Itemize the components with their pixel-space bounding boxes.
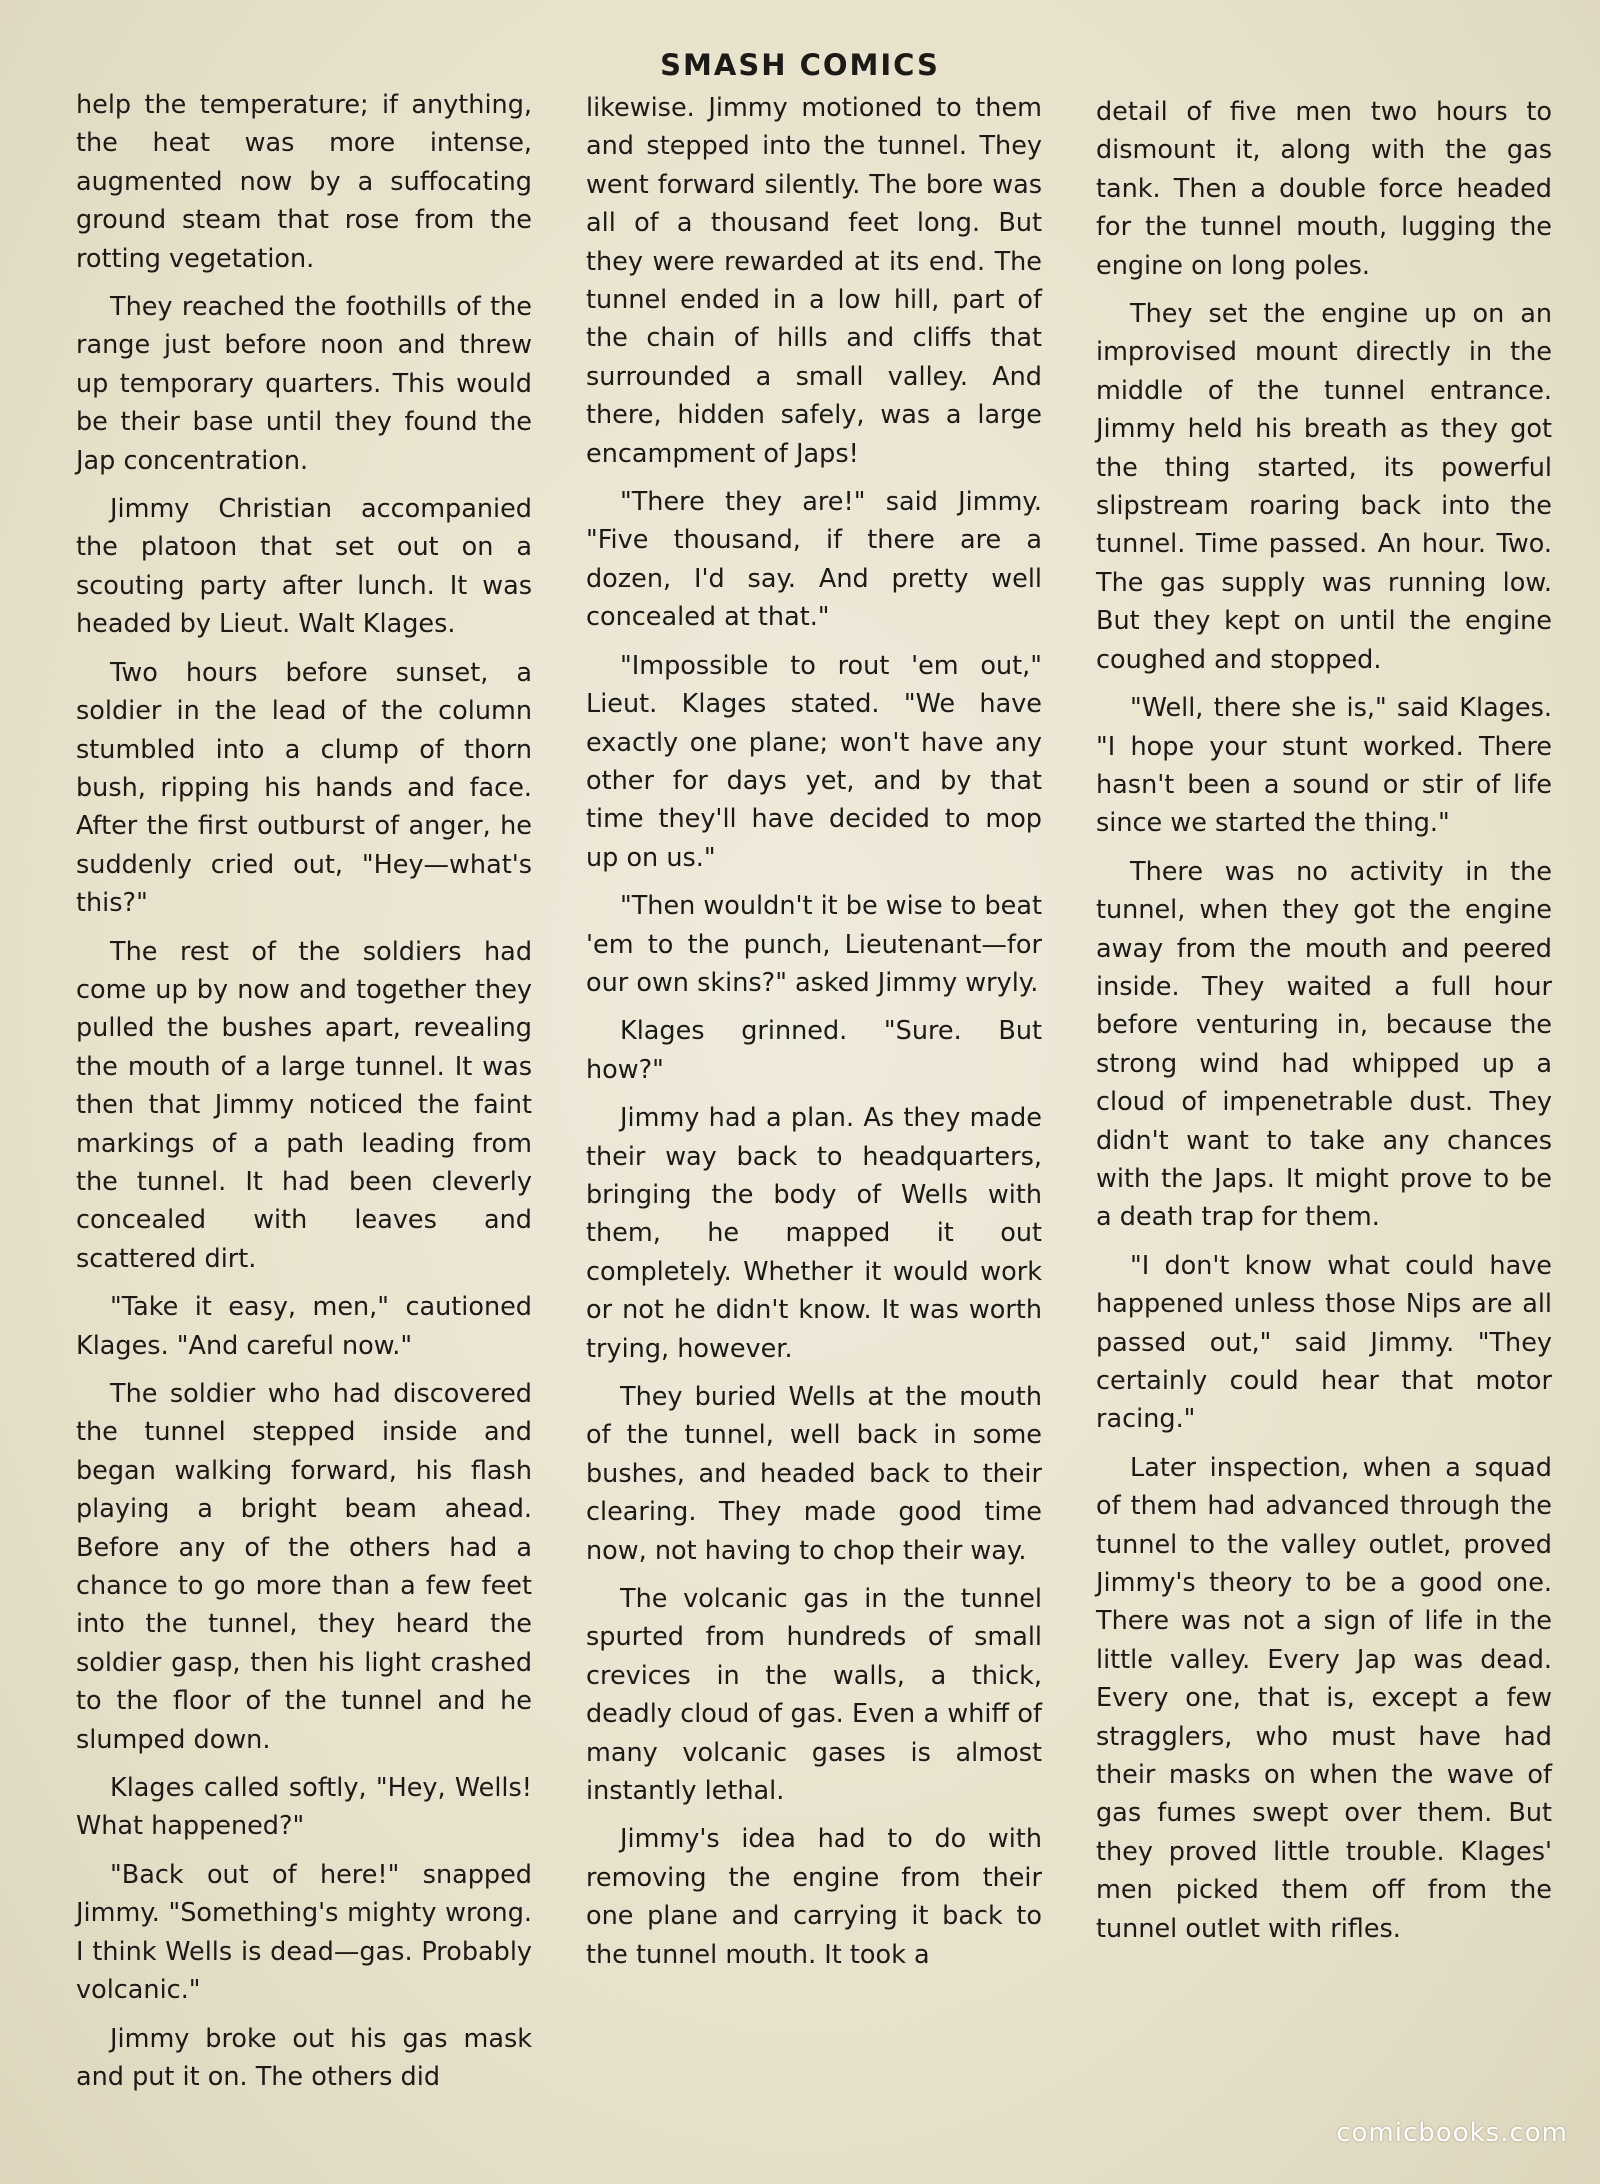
paragraph: Two hours before sunset, a soldier in the lead of the column stumbled into a clump of thorn bush, ripping his hands and face. After the first outburst of anger, he suddenly cried out, "Hey—what's this?": [76, 657, 532, 919]
paragraph: They buried Wells at the mouth of the tunnel, well back in some bushes, and headed back to their clearing. They made good time now, not having to chop their way.: [586, 1382, 1042, 1566]
paragraph: "Back out of here!" snapped Jimmy. "Something's mighty wrong. I think Wells is dead—gas. Probably volcanic.": [76, 1859, 532, 2006]
paragraph: Jimmy had a plan. As they made their way back to headquarters, bringing the body of Wells with them, he mapped it out completely. Whether it would work or not he didn't know. It was worth trying, however.: [586, 1103, 1042, 1364]
paragraph: They set the engine up on an improvised mount directly in the middle of the tunnel entrance. Jimmy held his breath as they got the thing started, its powerful slipstream roaring back into the tunnel. Time passed. An hour. Two. The gas supply was running low. But they kept on until the engine coughed and stopped.: [1096, 299, 1552, 675]
paragraph: The soldier who had discovered the tunnel stepped inside and began walking forward, his flash playing a bright beam ahead. Before any of the others had a chance to go more than a few feet into the tunnel, they heard the soldier gasp, then his light crashed to the floor of the tunnel and he slumped down.: [76, 1379, 532, 1755]
paragraph: Jimmy Christian accompanied the platoon that set out on a scouting party after lunch. It was headed by Lieut. Walt Klages.: [76, 494, 532, 640]
paragraph: There was no activity in the tunnel, when they got the engine away from the mouth and peered inside. They waited a full hour before venturing in, because the strong wind had whipped up a cloud of impenetrable dust. They didn't want to take any chances with the Japs. It might prove to be a death trap for them.: [1096, 856, 1552, 1233]
paragraph: "Then wouldn't it be wise to beat 'em to the punch, Lieutenant—for our own skins?" asked Jimmy wryly.: [586, 891, 1042, 998]
paragraph: Jimmy broke out his gas mask and put it on. The others did: [76, 2023, 532, 2092]
paragraph: The volcanic gas in the tunnel spurted from hundreds of small crevices in the walls, a thick, deadly cloud of gas. Even a whiff of many volcanic gases is almost instantly lethal.: [586, 1584, 1042, 1807]
paragraph: "There they are!" said Jimmy. "Five thousand, if there are a dozen, I'd say. And pretty well concealed at that.": [586, 487, 1042, 633]
paragraph: "Impossible to rout 'em out," Lieut. Klages stated. "We have exactly one plane; won't have any other for days yet, and by that time they'll have decided to mop up on us.": [586, 650, 1042, 873]
paragraph: help the temperature; if anything, the heat was more intense, augmented now by a suffocating ground steam that rose from the rotting vegetation.: [76, 90, 532, 274]
paragraph: "Well, there she is," said Klages. "I hope your stunt worked. There hasn't been a sound or stir of life since we started the thing.": [1096, 693, 1552, 839]
paragraph: "I don't know what could have happened unless those Nips are all passed out," said Jimmy. "They certainly could hear that motor racing.": [1096, 1250, 1552, 1435]
text-column-1: [76, 86, 532, 2106]
paragraph: "Take it easy, men," cautioned Klages. "And careful now.": [76, 1292, 532, 1361]
paragraph: Later inspection, when a squad of them had advanced through the tunnel to the valley outlet, proved Jimmy's theory to be a good one. There was not a sign of life in the little valley. Every Jap was dead. Every one, that is, except a few stragglers, who must have had their masks on when the wave of gas fumes swept over them. But they proved little trouble. Klages' men picked them off from the tunnel outlet with rifles.: [1096, 1452, 1552, 1944]
paragraph: Jimmy's idea had to do with removing the engine from their one plane and carrying it back to the tunnel mouth. It took a: [586, 1824, 1042, 1970]
paragraph: They reached the foothills of the range just before noon and threw up temporary quarters. This would be their base until they found the Jap concentration.: [76, 292, 532, 476]
paragraph: The rest of the soldiers had come up by now and together they pulled the bushes apart, revealing the mouth of a large tunnel. It was then that Jimmy noticed the faint markings of a path leading from the tunnel. It had been cleverly concealed with leaves and scattered dirt.: [76, 936, 532, 1274]
paragraph: detail of five men two hours to dismount it, along with the gas tank. Then a double force headed for the tunnel mouth, lugging the engine on long poles.: [1096, 97, 1552, 281]
page-header-title: SMASH COMICS: [660, 48, 940, 82]
site-watermark: comicbooks.com: [1336, 2118, 1568, 2148]
text-column-3: [1096, 93, 1552, 1958]
paragraph: likewise. Jimmy motioned to them and stepped into the tunnel. They went forward silently. The bore was all of a thousand feet long. But they were rewarded at its end. The tunnel ended in a low hill, part of the chain of hills and cliffs that surrounded a small valley. And there, hidden safely, was a large encampment of Japs!: [586, 93, 1042, 469]
paragraph: Klages called softly, "Hey, Wells! What happened?": [76, 1773, 532, 1842]
paragraph: Klages grinned. "Sure. But how?": [586, 1016, 1042, 1085]
text-column-2: [586, 89, 1042, 1984]
